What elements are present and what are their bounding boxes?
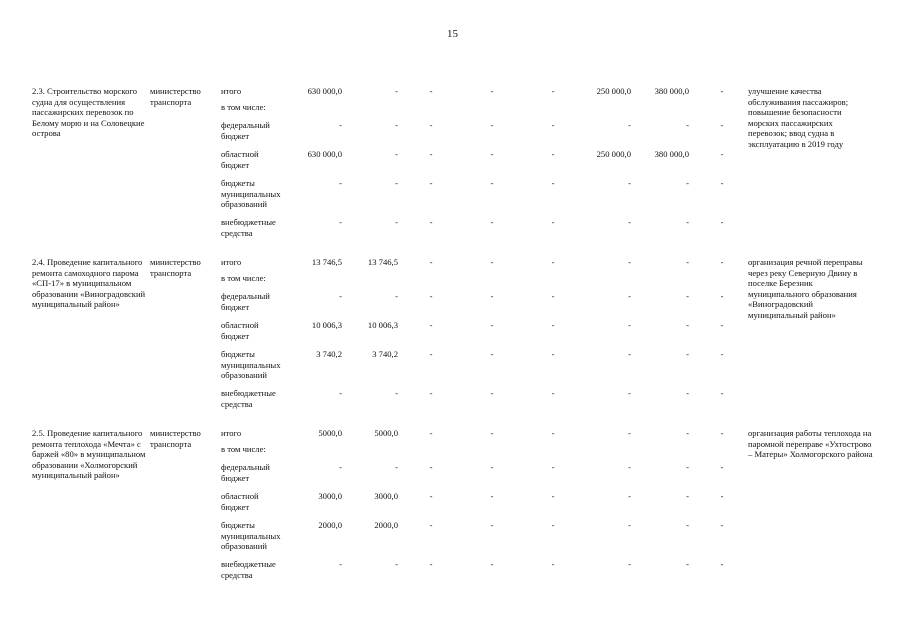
funding-value: - — [686, 178, 689, 188]
funding-value: - — [720, 257, 724, 267]
funding-value: - — [490, 178, 494, 188]
funding-value: - — [429, 320, 433, 330]
funding-value: - — [429, 388, 433, 398]
funding-value: 3 740,2 — [316, 349, 342, 359]
funding-value: 630 000,0 — [307, 149, 342, 159]
funding-value: - — [429, 520, 433, 530]
item-name: 2.5. Проведение капитального ремонта теплохода «Мечта» с баржей «80» в муниципальном образовании «Холмогорский муниципальный район» — [32, 428, 146, 480]
funding-value: - — [628, 217, 631, 227]
funding-value: - — [686, 320, 689, 330]
funding-value: 5000,0 — [374, 428, 398, 438]
item-result: организация работы теплохода на паромной переправе «Ухтострово – Матеры» Холмогорского района — [748, 428, 873, 459]
item-executor: министерство транспорта — [150, 86, 201, 107]
funding-value: - — [551, 86, 555, 96]
item-executor: министерство транспорта — [150, 428, 201, 449]
funding-value: - — [686, 491, 689, 501]
funding-value: 2000,0 — [318, 520, 342, 530]
funding-value: - — [429, 428, 433, 438]
funding-value: - — [429, 217, 433, 227]
funding-value: - — [628, 257, 631, 267]
funding-value: - — [720, 86, 724, 96]
item-result: организация речной переправы через реку Северную Двину в поселке Березник муниципального образования «Виноградовский муниципальный район» — [748, 257, 863, 320]
funding-value: 250 000,0 — [596, 86, 631, 96]
funding-source: итого — [221, 257, 242, 267]
funding-source: внебюджетные средства — [221, 217, 276, 238]
funding-value: - — [490, 559, 494, 569]
funding-value: - — [490, 520, 494, 530]
funding-value: - — [490, 120, 494, 130]
funding-source: областной бюджет — [221, 149, 259, 170]
funding-value: - — [490, 349, 494, 359]
funding-value: - — [628, 520, 631, 530]
funding-value: - — [686, 388, 689, 398]
funding-value: - — [628, 291, 631, 301]
funding-value: - — [551, 291, 555, 301]
funding-value: - — [551, 349, 555, 359]
funding-value: - — [628, 428, 631, 438]
funding-source: федеральный бюджет — [221, 120, 270, 141]
funding-value: - — [490, 462, 494, 472]
funding-value: - — [551, 559, 555, 569]
funding-value: - — [429, 462, 433, 472]
funding-value: - — [490, 428, 494, 438]
funding-value: - — [395, 462, 398, 472]
funding-value: - — [686, 349, 689, 359]
funding-row — [0, 217, 905, 257]
funding-value: - — [490, 491, 494, 501]
funding-value: - — [686, 217, 689, 227]
funding-value: - — [551, 178, 555, 188]
item-executor: министерство транспорта — [150, 257, 201, 278]
funding-value: - — [686, 559, 689, 569]
funding-value: - — [628, 349, 631, 359]
funding-value: 13 746,5 — [311, 257, 342, 267]
funding-value: - — [720, 388, 724, 398]
funding-value: 2000,0 — [374, 520, 398, 530]
funding-value: - — [551, 217, 555, 227]
funding-value: - — [429, 86, 433, 96]
funding-value: - — [686, 257, 689, 267]
funding-value: - — [628, 388, 631, 398]
funding-value: - — [720, 559, 724, 569]
funding-source: федеральный бюджет — [221, 462, 270, 483]
funding-value: - — [628, 491, 631, 501]
funding-value: - — [490, 388, 494, 398]
funding-value: - — [720, 120, 724, 130]
funding-value: 5000,0 — [318, 428, 342, 438]
funding-value: 380 000,0 — [654, 86, 689, 96]
funding-value: 10 006,3 — [311, 320, 342, 330]
funding-source: бюджеты муниципальных образований — [221, 520, 281, 551]
funding-value: - — [339, 388, 342, 398]
funding-value: - — [490, 257, 494, 267]
funding-value: - — [720, 320, 724, 330]
funding-value: - — [339, 178, 342, 188]
funding-source: бюджеты муниципальных образований — [221, 178, 281, 209]
funding-value: - — [628, 462, 631, 472]
funding-value: - — [490, 291, 494, 301]
funding-source: бюджеты муниципальных образований — [221, 349, 281, 380]
funding-value: 3000,0 — [374, 491, 398, 501]
funding-value: 250 000,0 — [596, 149, 631, 159]
funding-value: - — [551, 491, 555, 501]
funding-value: - — [551, 388, 555, 398]
funding-value: - — [720, 491, 724, 501]
funding-value: - — [429, 178, 433, 188]
funding-value: - — [395, 388, 398, 398]
funding-value: - — [395, 120, 398, 130]
funding-value: - — [551, 428, 555, 438]
funding-row — [0, 178, 905, 218]
funding-value: - — [720, 462, 724, 472]
funding-value: - — [429, 291, 433, 301]
item-name: 2.4. Проведение капитального ремонта самоходного парома «СП-17» в муниципальном образовании «Виноградовский муниципальный район» — [32, 257, 146, 309]
funding-source: итого — [221, 86, 242, 96]
funding-value: - — [429, 559, 433, 569]
funding-value: - — [551, 149, 555, 159]
funding-value: - — [686, 291, 689, 301]
funding-source: в том числе: — [221, 273, 266, 283]
funding-value: 10 006,3 — [367, 320, 398, 330]
funding-source: федеральный бюджет — [221, 291, 270, 312]
funding-value: - — [429, 149, 433, 159]
funding-value: - — [628, 120, 631, 130]
funding-row — [0, 349, 905, 389]
funding-value: - — [490, 320, 494, 330]
funding-source: внебюджетные средства — [221, 559, 276, 580]
funding-value: - — [429, 491, 433, 501]
funding-source: в том числе: — [221, 102, 266, 112]
funding-value: - — [720, 149, 724, 159]
funding-value: - — [429, 349, 433, 359]
funding-source: итого — [221, 428, 242, 438]
funding-source: областной бюджет — [221, 491, 259, 512]
funding-row — [0, 559, 905, 599]
funding-value: 3000,0 — [318, 491, 342, 501]
funding-value: - — [339, 120, 342, 130]
funding-value: - — [628, 559, 631, 569]
item-result: улучшение качества обслуживания пассажиров; повышение безопасности морских пассажирских перевозок; ввод судна в эксплуатацию в 2019 году — [748, 86, 849, 149]
funding-value: - — [551, 462, 555, 472]
funding-value: - — [395, 149, 398, 159]
funding-value: - — [720, 428, 724, 438]
funding-row — [0, 388, 905, 428]
funding-source: внебюджетные средства — [221, 388, 276, 409]
funding-value: - — [339, 291, 342, 301]
funding-value: - — [429, 120, 433, 130]
funding-value: - — [686, 462, 689, 472]
funding-value: - — [628, 320, 631, 330]
funding-value: - — [686, 120, 689, 130]
funding-source: в том числе: — [221, 444, 266, 454]
funding-value: 13 746,5 — [367, 257, 398, 267]
funding-value: - — [395, 178, 398, 188]
funding-value: - — [339, 559, 342, 569]
funding-value: - — [339, 462, 342, 472]
funding-value: - — [490, 149, 494, 159]
funding-value: - — [395, 559, 398, 569]
funding-value: 380 000,0 — [654, 149, 689, 159]
funding-value: - — [339, 217, 342, 227]
funding-value: 3 740,2 — [372, 349, 398, 359]
funding-value: - — [551, 520, 555, 530]
funding-value: - — [429, 257, 433, 267]
funding-value: - — [720, 520, 724, 530]
funding-source: областной бюджет — [221, 320, 259, 341]
funding-value: - — [551, 320, 555, 330]
funding-value: 630 000,0 — [307, 86, 342, 96]
funding-value: - — [395, 86, 398, 96]
funding-value: - — [490, 217, 494, 227]
funding-value: - — [628, 178, 631, 188]
funding-value: - — [720, 217, 724, 227]
funding-value: - — [551, 120, 555, 130]
funding-value: - — [490, 86, 494, 96]
funding-value: - — [686, 520, 689, 530]
funding-value: - — [720, 291, 724, 301]
funding-value: - — [395, 217, 398, 227]
funding-row — [0, 520, 905, 560]
funding-value: - — [720, 349, 724, 359]
funding-value: - — [720, 178, 724, 188]
funding-value: - — [686, 428, 689, 438]
page-number: 15 — [447, 28, 458, 40]
item-name: 2.3. Строительство морского судна для осуществления пассажирских перевозок по Белому морю и на Соловецкие острова — [32, 86, 145, 138]
funding-value: - — [551, 257, 555, 267]
funding-value: - — [395, 291, 398, 301]
